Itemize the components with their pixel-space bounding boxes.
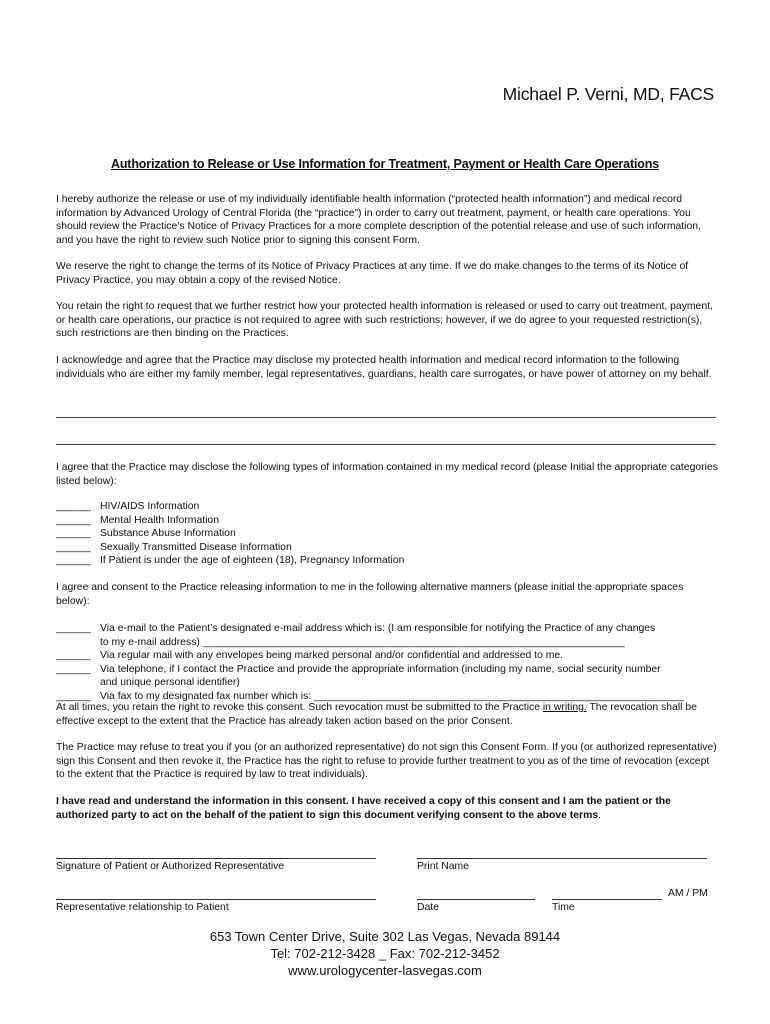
method-label: Via telephone, if I contact the Practice and provide the appropriate information (including my name, social security number xyxy=(100,663,661,675)
acknowledgement-text: I have read and understand the information in this consent. I have received a copy of this consent and I am the patient or the authorized party to act on the behalf of the patient to sign this document verifying consent to the above terms xyxy=(56,796,671,821)
initial-blank[interactable]: ______ xyxy=(56,541,91,553)
category-label: Substance Abuse Information xyxy=(100,528,236,539)
method-label: and unique personal identifier) xyxy=(100,677,240,688)
refusal-paragraph: The Practice may refuse to treat you if you (or an authorized representative) do not sign this Consent Form. If you (or authorized representative) sign this Consent and then revoke it, the Practice has the right to refuse to provide further treatment to you as of the time of revocation (except to the extent that the Practice is required by law to treat individuals). xyxy=(56,742,717,780)
relationship-line[interactable] xyxy=(56,899,376,900)
date-label: Date xyxy=(417,902,439,913)
email-address-field[interactable]: to my e-mail address) _________________________________________________________________________ xyxy=(100,636,625,648)
initial-blank[interactable]: ______ xyxy=(56,690,91,702)
revocation-paragraph xyxy=(56,701,718,728)
document-title: Authorization to Release or Use Information for Treatment, Payment or Health Care Operations xyxy=(110,157,660,171)
alternative-manners-paragraph: I agree and consent to the Practice releasing information to me in the following alternative manners (please initial the appropriate spaces below): xyxy=(56,582,684,607)
category-label: Sexually Transmitted Disease Information xyxy=(100,541,292,553)
time-line[interactable] xyxy=(552,899,662,900)
footer-phone: Tel: 702-212-3428 _ Fax: 702-212-3452 xyxy=(270,946,500,961)
consent-paragraph: I hereby authorize the release or use of my individually identifiable health information (“protected health information”) and medical record information by Advanced Urology of Central Florida (the “practice”) in order to carry out treatment, payment, or health care operations. You should review the Practice’s Notice of Privacy Practices for a more complete description of the potential release and use of such information, and you have the right to review such Notice prior to signing this consent Form. xyxy=(56,194,701,246)
print-name-label: Print Name xyxy=(417,861,469,872)
initial-blank[interactable]: ______ xyxy=(56,501,91,512)
am-pm-label: AM / PM xyxy=(668,888,708,899)
authorized-individuals-line-1[interactable] xyxy=(56,417,716,418)
info-types-paragraph: I agree that the Practice may disclose the following types of information contained in my medical record (please Initial the appropriate categories listed below): xyxy=(56,462,718,487)
category-label: If Patient is under the age of eighteen (18), Pregnancy Information xyxy=(100,555,405,566)
revocation-text: At all times, you retain the right to revoke this consent. Such revocation must be submitted to the Practice xyxy=(56,702,543,713)
initial-blank[interactable]: ______ xyxy=(56,623,91,634)
footer-website: www.urologycenter-lasvegas.com xyxy=(288,963,482,978)
category-label: Mental Health Information xyxy=(100,514,219,526)
authorized-individuals-line-2[interactable] xyxy=(56,444,716,445)
initial-blank[interactable]: ______ xyxy=(56,650,91,661)
signature-line[interactable] xyxy=(56,858,376,859)
time-label: Time xyxy=(552,902,575,913)
acknowledgement-paragraph xyxy=(56,795,718,822)
initial-blank[interactable]: ______ xyxy=(56,514,91,526)
in-writing-text: in writing. xyxy=(542,702,587,713)
restriction-paragraph: You retain the right to request that we further restrict how your protected health information is released or used to carry out treatment, payment, or health care operations, our practice is not required to agree with such restrictions; however, if we do agree to your requested restriction(s), such restrictions are then binding on the Practices. xyxy=(56,301,713,339)
notice-change-paragraph: We reserve the right to change the terms of its Notice of Privacy Practices at any time. If we do make changes to the terms of its Notice of Privacy Practice, you may obtain a copy of the revised Notice. xyxy=(56,261,689,286)
doctor-name: Michael P. Verni, MD, FACS xyxy=(502,84,714,104)
initial-blank[interactable]: ______ xyxy=(56,528,91,539)
signature-label: Signature of Patient or Authorized Representative xyxy=(56,861,285,872)
acknowledgement-period: . xyxy=(598,809,601,821)
initial-blank[interactable]: ______ xyxy=(56,555,91,566)
disclosure-paragraph: I acknowledge and agree that the Practice may disclose my protected health information and medical record information to the following individuals who are either my family member, legal representatives, guardians, health care surrogates, or have power of attorney on my behalf. xyxy=(56,355,712,380)
print-name-line[interactable] xyxy=(417,858,707,859)
method-label: Via regular mail with any envelopes being marked personal and/or confidential and addressed to me. xyxy=(100,650,564,661)
revocation-text-end: The revocation shall be effective except to the extent that the Practice has already taken action based on the prior Consent. xyxy=(56,702,697,727)
footer-address: 653 Town Center Drive, Suite 302 Las Vegas, Nevada 89144 xyxy=(209,929,561,944)
relationship-label: Representative relationship to Patient xyxy=(56,902,229,913)
category-label: HIV/AIDS Information xyxy=(100,501,200,512)
method-label: Via e-mail to the Patient’s designated e-mail address which is: (I am responsible for notifying the Practice of any changes xyxy=(100,623,656,634)
date-line[interactable] xyxy=(417,899,535,900)
initial-blank[interactable]: ______ xyxy=(56,663,91,675)
fax-number-field[interactable]: Via fax to my designated fax number which is: ________________________________________________________________ xyxy=(100,690,684,702)
